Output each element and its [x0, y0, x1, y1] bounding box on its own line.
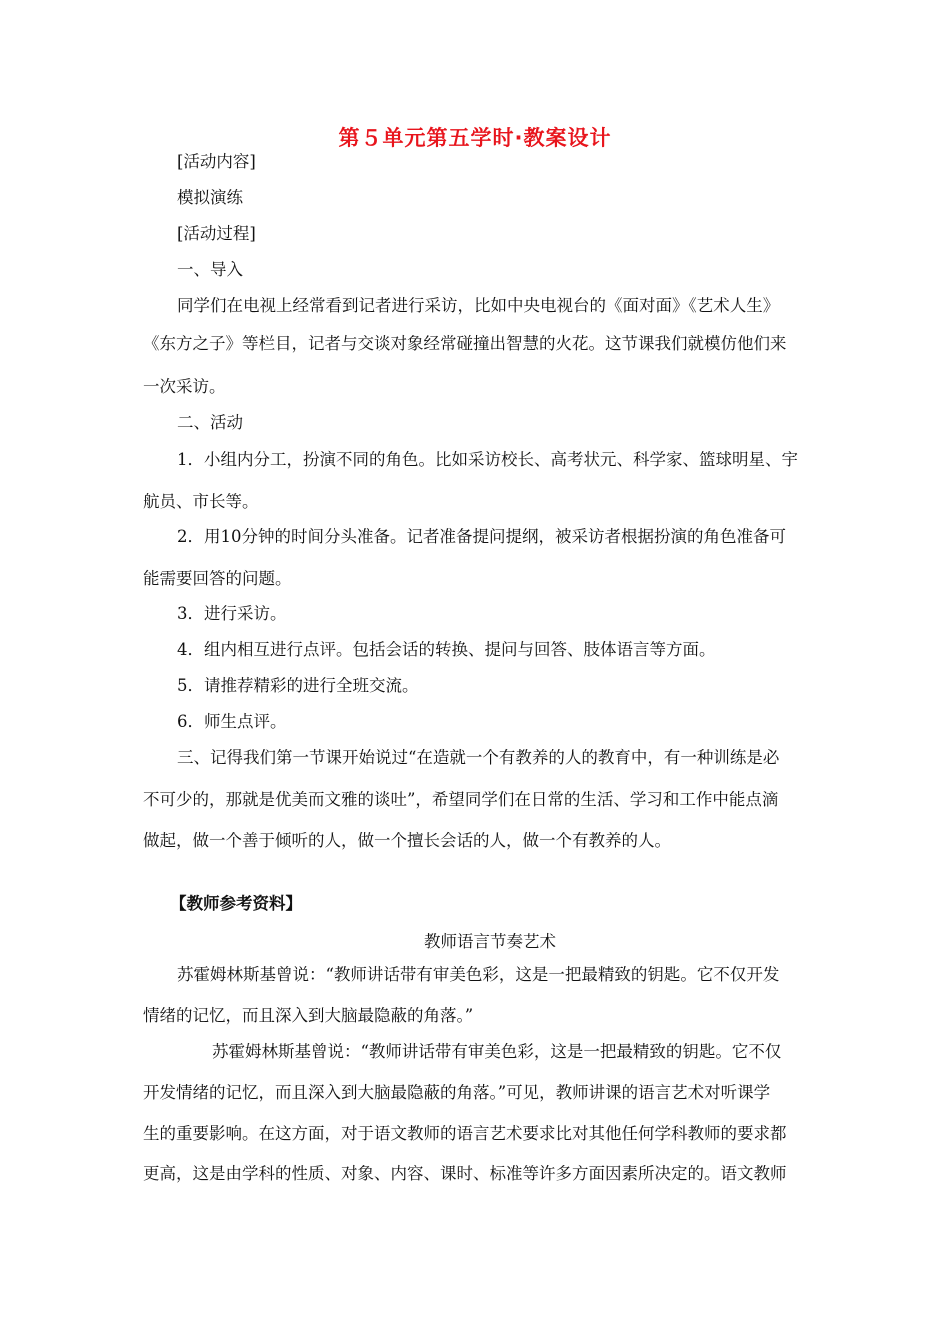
part1-line-2: 《东方之子》等栏目，记者与交谈对象经常碰撞出智慧的火花。这节课我们就模仿他们来	[143, 334, 787, 353]
quote2-line-1: 苏霍姆林斯基曾说：“教师讲话带有审美色彩，这是一把最精致的钥匙。它不仅	[212, 1042, 782, 1061]
document-title: 第５单元第五学时·教案设计	[338, 126, 612, 150]
process-heading: [活动过程]	[177, 224, 256, 243]
part3-line-2: 不可少的，那就是优美而文雅的谈吐”，希望同学们在日常的生活、学习和工作中能点滴	[143, 790, 779, 809]
part1-line-3: 一次采访。	[143, 377, 226, 396]
quote2-line-4: 更高，这是由学科的性质、对象、内容、课时、标准等许多方面因素所决定的。语文教师	[143, 1164, 787, 1183]
quote2-line-3: 生的重要影响。在这方面，对于语文教师的语言艺术要求比对其他任何学科教师的要求都	[143, 1124, 787, 1143]
quote1-line-2: 情绪的记忆，而且深入到大脑最隐蔽的角落。”	[143, 1006, 474, 1025]
item2-line-1: 2．用10分钟的时间分头准备。记者准备提问提纲，被采访者根据扮演的角色准备可	[177, 527, 786, 546]
item2-line-2: 能需要回答的问题。	[143, 569, 292, 588]
quote1-line-1: 苏霍姆林斯基曾说：“教师讲话带有审美色彩，这是一把最精致的钥匙。它不仅开发	[177, 965, 780, 984]
reference-heading: 【教师参考资料】	[170, 894, 302, 913]
item6: 6．师生点评。	[177, 712, 287, 731]
part3-line-1: 三、记得我们第一节课开始说过“在造就一个有教养的人的教育中，有一种训练是必	[177, 748, 780, 767]
reference-title: 教师语言节奏艺术	[424, 932, 556, 951]
part1-line-1: 同学们在电视上经常看到记者进行采访，比如中央电视台的《面对面》《艺术人生》	[177, 296, 780, 315]
item1-line-1: 1．小组内分工，扮演不同的角色。比如采访校长、高考状元、科学家、篮球明星、宇	[177, 450, 798, 469]
item5: 5．请推荐精彩的进行全班交流。	[177, 676, 419, 695]
part2-heading: 二、活动	[177, 413, 243, 432]
item3: 3．进行采访。	[177, 604, 287, 623]
content-heading: [活动内容]	[177, 152, 256, 171]
part3-line-3: 做起，做一个善于倾听的人，做一个擅长会话的人，做一个有教养的人。	[143, 831, 671, 850]
item4: 4．组内相互进行点评。包括会话的转换、提问与回答、肢体语言等方面。	[177, 640, 716, 659]
content-text: 模拟演练	[177, 188, 243, 207]
part1-heading: 一、导入	[177, 260, 243, 279]
quote2-line-2: 开发情绪的记忆，而且深入到大脑最隐蔽的角落。”可见，教师讲课的语言艺术对听课学	[143, 1083, 771, 1102]
item1-line-2: 航员、市长等。	[143, 492, 259, 511]
